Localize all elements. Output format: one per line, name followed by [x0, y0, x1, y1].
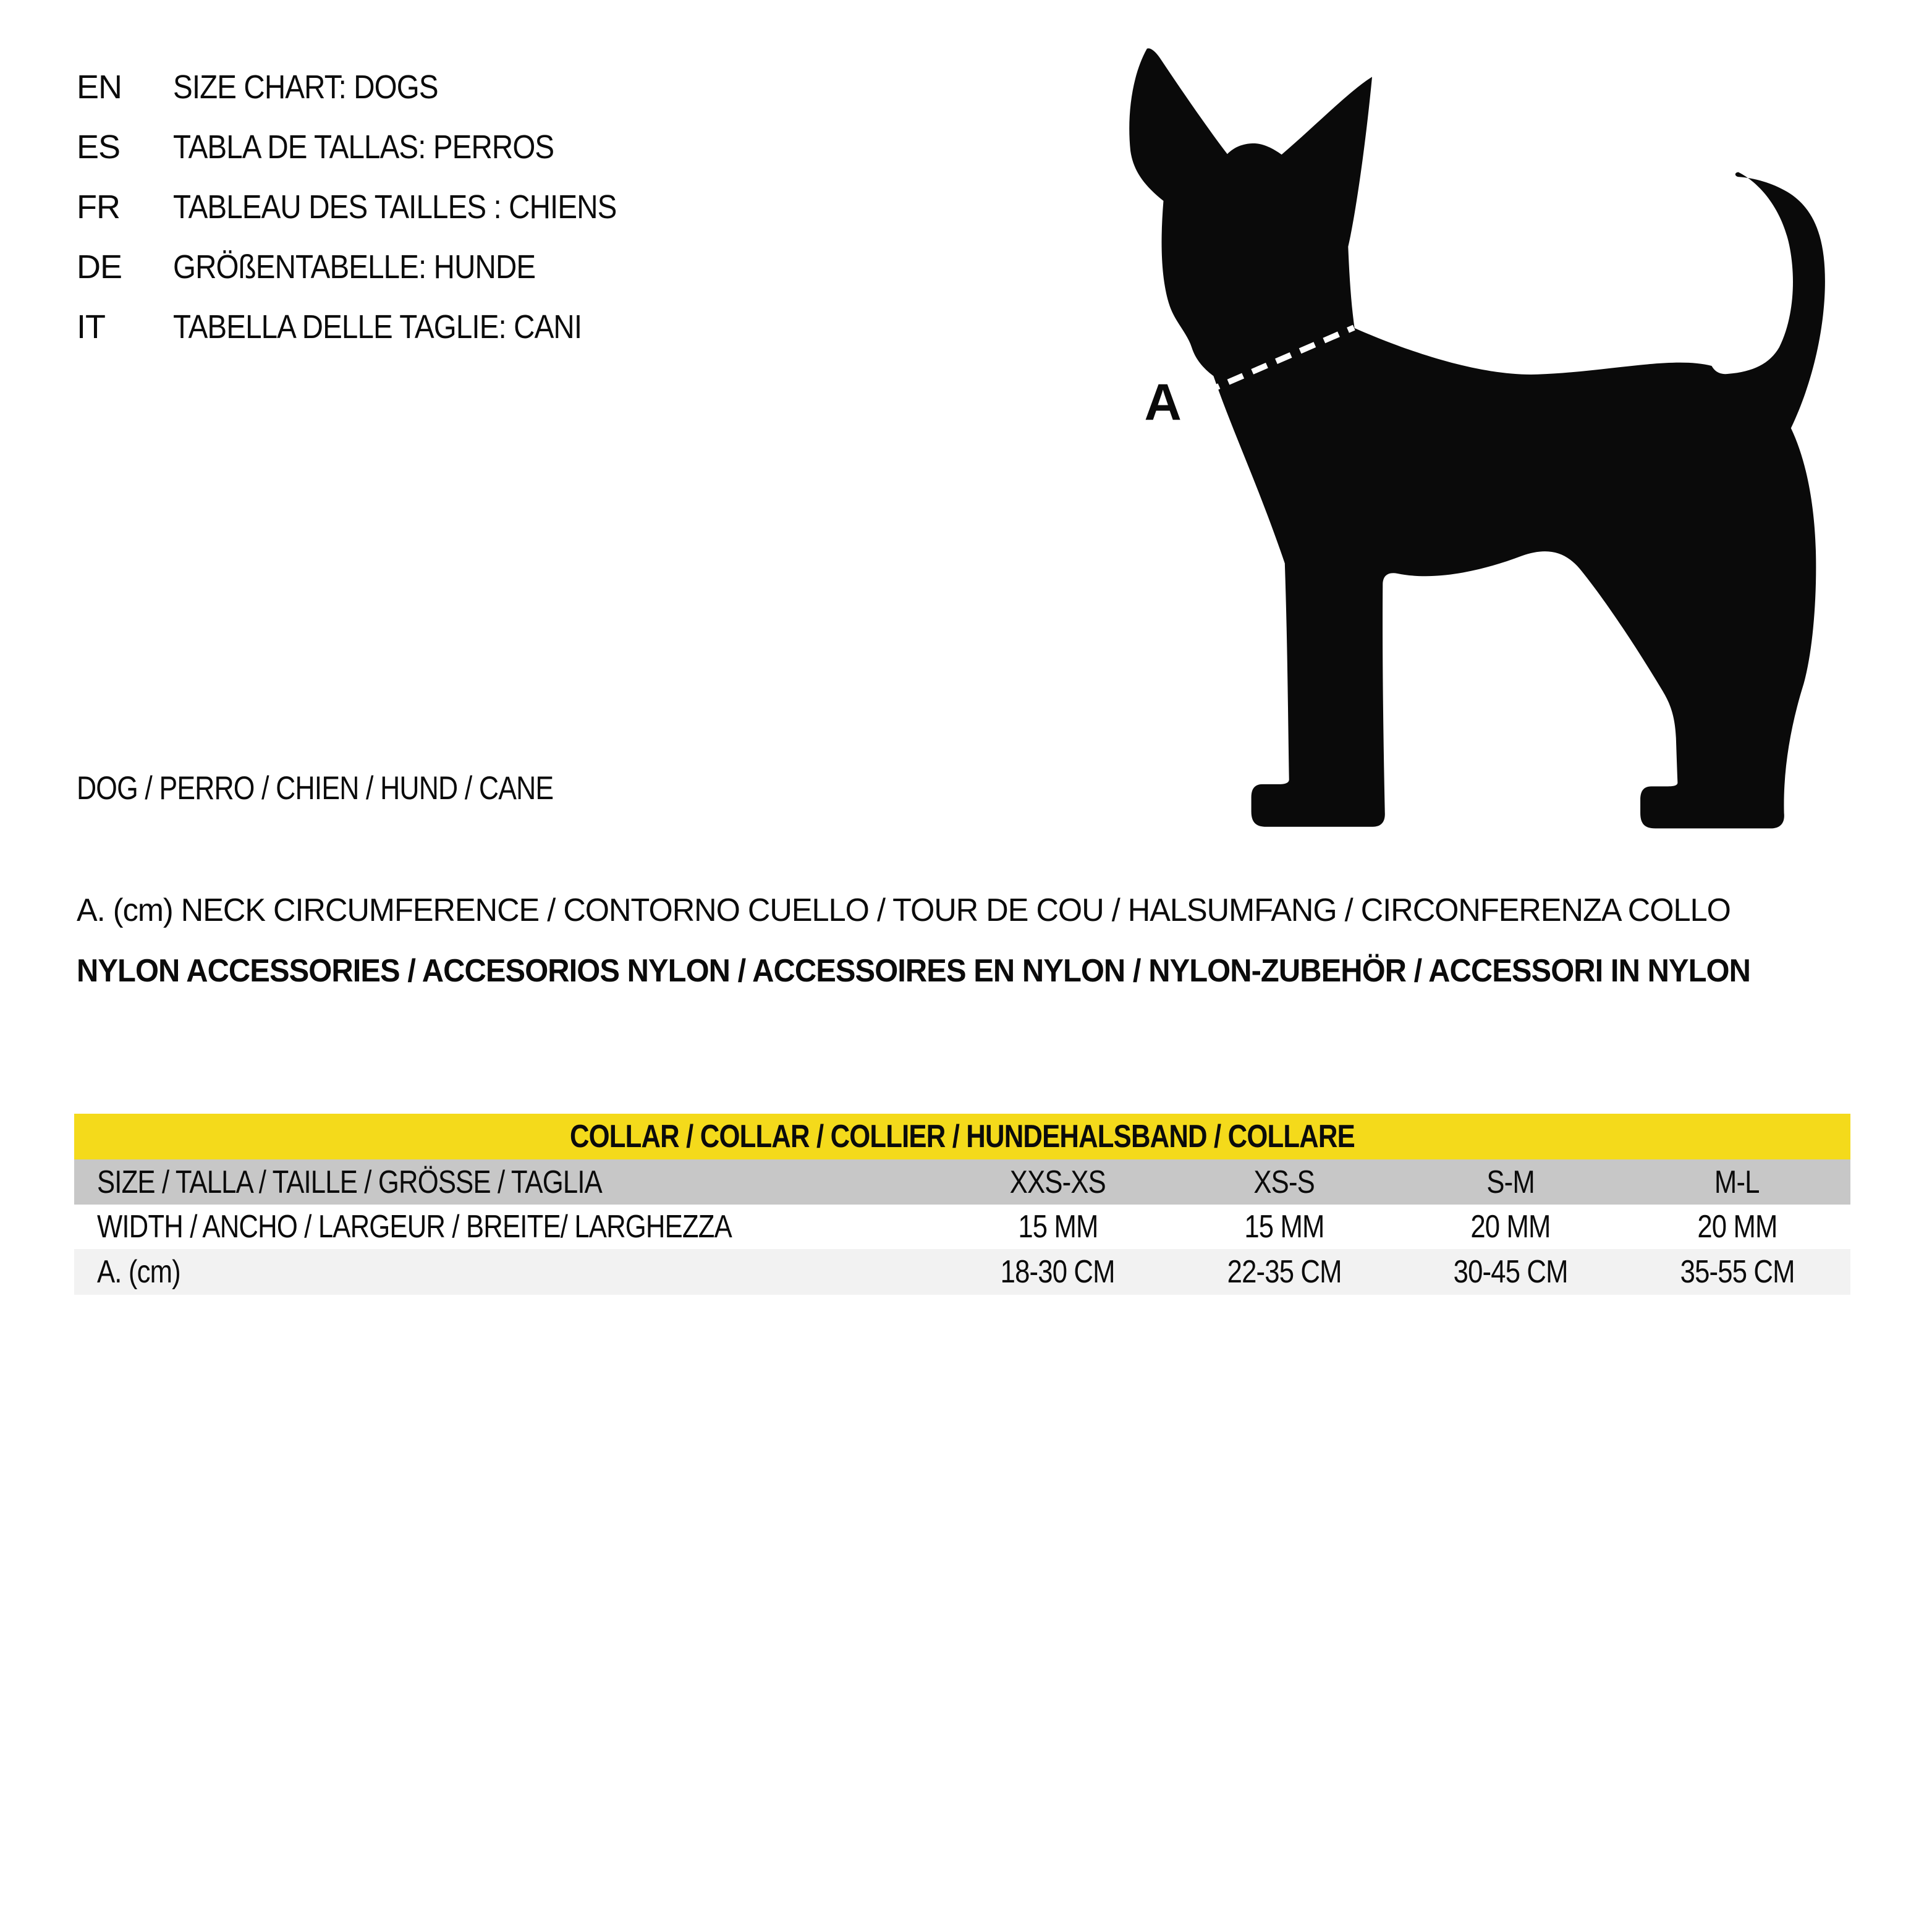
width-value-s-m: 20 MM [1470, 1209, 1551, 1245]
language-title: TABLA DE TALLAS: PERROS [173, 128, 554, 166]
language-code: EN [77, 68, 122, 106]
size-col-s-m: S-M [1486, 1164, 1535, 1200]
measurement-note [77, 892, 1782, 929]
language-code: FR [77, 188, 120, 226]
neck-measure-label: A [1144, 372, 1181, 431]
neck-value-m-l: 35-55 CM [1680, 1254, 1795, 1290]
size-col-xxs-xs: XXS-XS [1009, 1164, 1106, 1200]
language-row-it [77, 297, 677, 357]
width-value-xs-s: 15 MM [1244, 1209, 1324, 1245]
size-col-xs-s: XS-S [1253, 1164, 1315, 1200]
language-title: TABELLA DELLE TAGLIE: CANI [173, 308, 582, 345]
animal-caption [77, 770, 644, 807]
language-code: DE [77, 248, 122, 286]
animal-caption-text: DOG / PERRO / CHIEN / HUND / CANE [77, 770, 554, 807]
language-title: TABLEAU DES TAILLES : CHIENS [173, 188, 617, 226]
neck-value-xxs-xs: 18-30 CM [1000, 1254, 1115, 1290]
width-value-xxs-xs: 15 MM [1017, 1209, 1098, 1245]
collar-size-table [74, 1114, 1850, 1295]
table-row-size [74, 1159, 1850, 1205]
language-row-en [77, 57, 677, 117]
dog-measurement-diagram [1100, 25, 1932, 857]
row-label-width: WIDTH / ANCHO / LARGEUR / BREITE/ LARGHEZZA [97, 1209, 732, 1245]
neck-value-xs-s: 22-35 CM [1227, 1254, 1342, 1290]
table-row-neck-circumference [74, 1249, 1850, 1295]
neck-value-s-m: 30-45 CM [1453, 1254, 1568, 1290]
language-code: ES [77, 128, 121, 166]
language-row-es [77, 117, 677, 177]
table-row-width [74, 1205, 1850, 1249]
table-title: COLLAR / COLLAR / COLLIER / HUNDEHALSBAND / COLLARE [570, 1119, 1355, 1155]
measurement-note-text: A. (cm) NECK CIRCUMFERENCE / CONTORNO CUELLO / TOUR DE COU / HALSUMFANG / CIRCONFERENZA COLLO [77, 892, 1731, 928]
language-title: GRÖßENTABELLE: HUNDE [173, 248, 536, 286]
material-note [77, 952, 1857, 989]
language-code: IT [77, 308, 105, 345]
dog-body-shape [1129, 48, 1825, 828]
table-title-row [74, 1114, 1850, 1159]
size-col-m-l: M-L [1714, 1164, 1760, 1200]
row-label-neck: A. (cm) [97, 1254, 180, 1290]
row-label-size: SIZE / TALLA / TAILLE / GRÖSSE / TAGLIA [97, 1164, 602, 1200]
chihuahua-silhouette-icon [1100, 25, 1932, 857]
language-title-list [77, 57, 677, 357]
language-row-de [77, 237, 677, 297]
language-title: SIZE CHART: DOGS [173, 68, 438, 106]
material-note-text: NYLON ACCESSORIES / ACCESORIOS NYLON / ACCESSOIRES EN NYLON / NYLON-ZUBEHÖR / ACCESSORI IN NYLON [77, 953, 1750, 989]
language-row-fr [77, 177, 677, 237]
width-value-m-l: 20 MM [1697, 1209, 1777, 1245]
